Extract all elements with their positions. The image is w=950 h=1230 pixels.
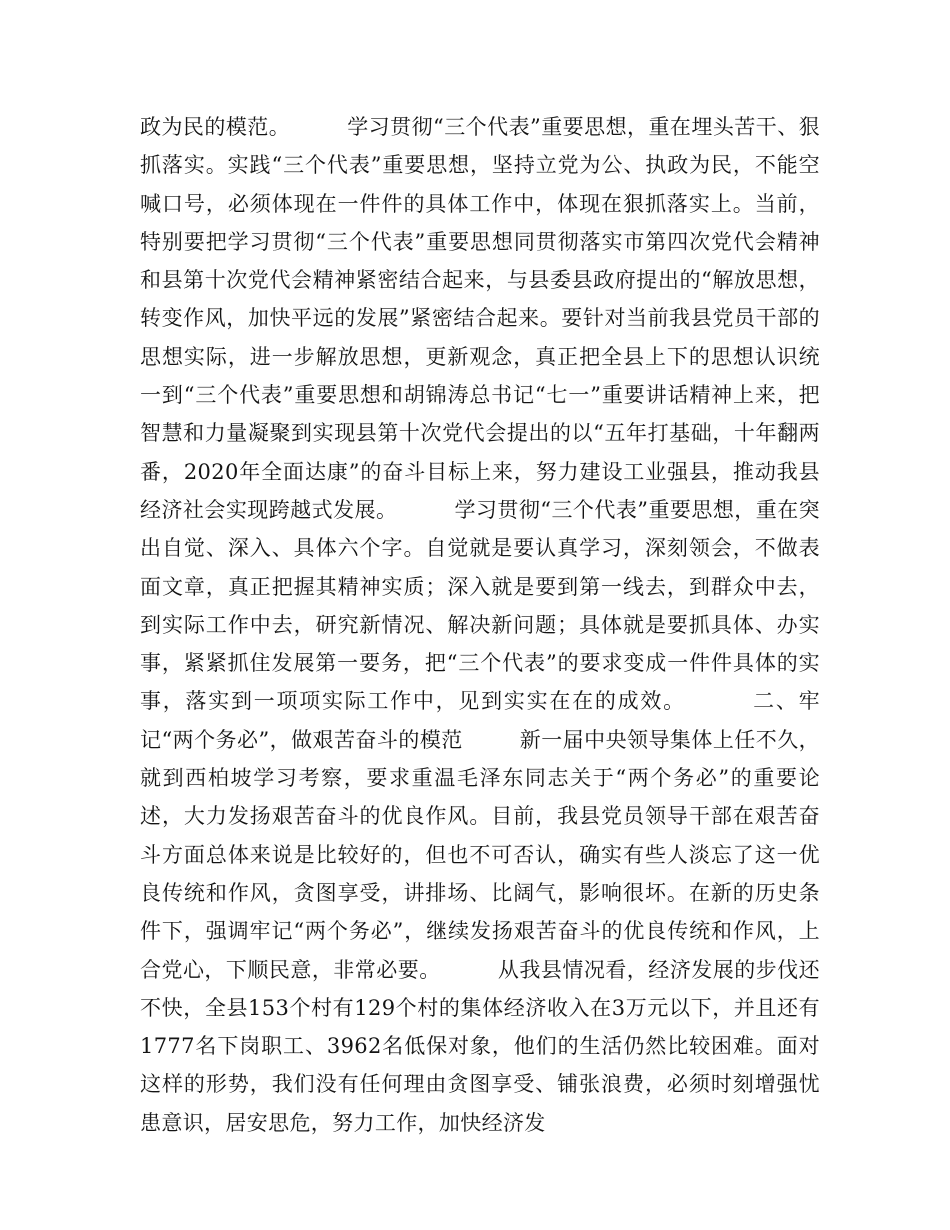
- body-text: 政为民的模范。 学习贯彻“三个代表”重要思想，重在埋头苦干、狠抓落实。实践“三个代表”重要思想，坚持立党为公、执政为民，不能空喊口号，必须体现在一件件的具体工作中，体现在狠抓落实上。当前，特别要把学习贯彻“三个代表”重要思想同贯彻落实市第四次党代会精神和县第十次党代会精神紧密结合起来，与县委县政府提出的“解放思想，转变作风，加快平远的发展”紧密结合起来。要针对当前我县党员干部的思想实际，进一步解放思想，更新观念，真正把全县上下的思想认识统一到“三个代表”重要思想和胡锦涛总书记“七一”重要讲话精神上来，把智慧和力量凝聚到实现县第十次党代会提出的以“五年打基础，十年翻两番，2020年全面达康”的奋斗目标上来，努力建设工业强县，推动我县经济社会实现跨越式发展。 学习贯彻“三个代表”重要思想，重在突出自觉、深入、具体六个字。自觉就是要认真学习，深刻领会，不做表面文章，真正把握其精神实质；深入就是要到第一线去，到群众中去，到实际工作中去，研究新情况、解决新问题；具体就是要抓具体、办实事，紧紧抓住发展第一要务，把“三个代表”的要求变成一件件具体的实事，落实到一项项实际工作中，见到实实在在的成效。 二、牢记“两个务必”，做艰苦奋斗的模范 新一届中央领导集体上任不久，就到西柏坡学习考察，要求重温毛泽东同志关于“两个务必”的重要论述，大力发扬艰苦奋斗的优良作风。目前，我县党员领导干部在艰苦奋斗方面总体来说是比较好的，但也不可否认，确实有些人淡忘了这一优良传统和作风，贪图享受，讲排场、比阔气，影响很坏。在新的历史条件下，强调牢记“两个务必”，继续发扬艰苦奋斗的优良传统和作风，上合党心，下顺民意，非常必要。 从我县情况看，经济发展的步伐还不快，全县153个村有129个村的集体经济收入在3万元以下，并且还有1777名下岗职工、3962名低保对象，他们的生活仍然比较困难。面对这样的形势，我们没有任何理由贪图享受、铺张浪费，必须时刻增强忧患意识，居安思危，努力工作，加快经济发: [140, 115, 820, 1135]
